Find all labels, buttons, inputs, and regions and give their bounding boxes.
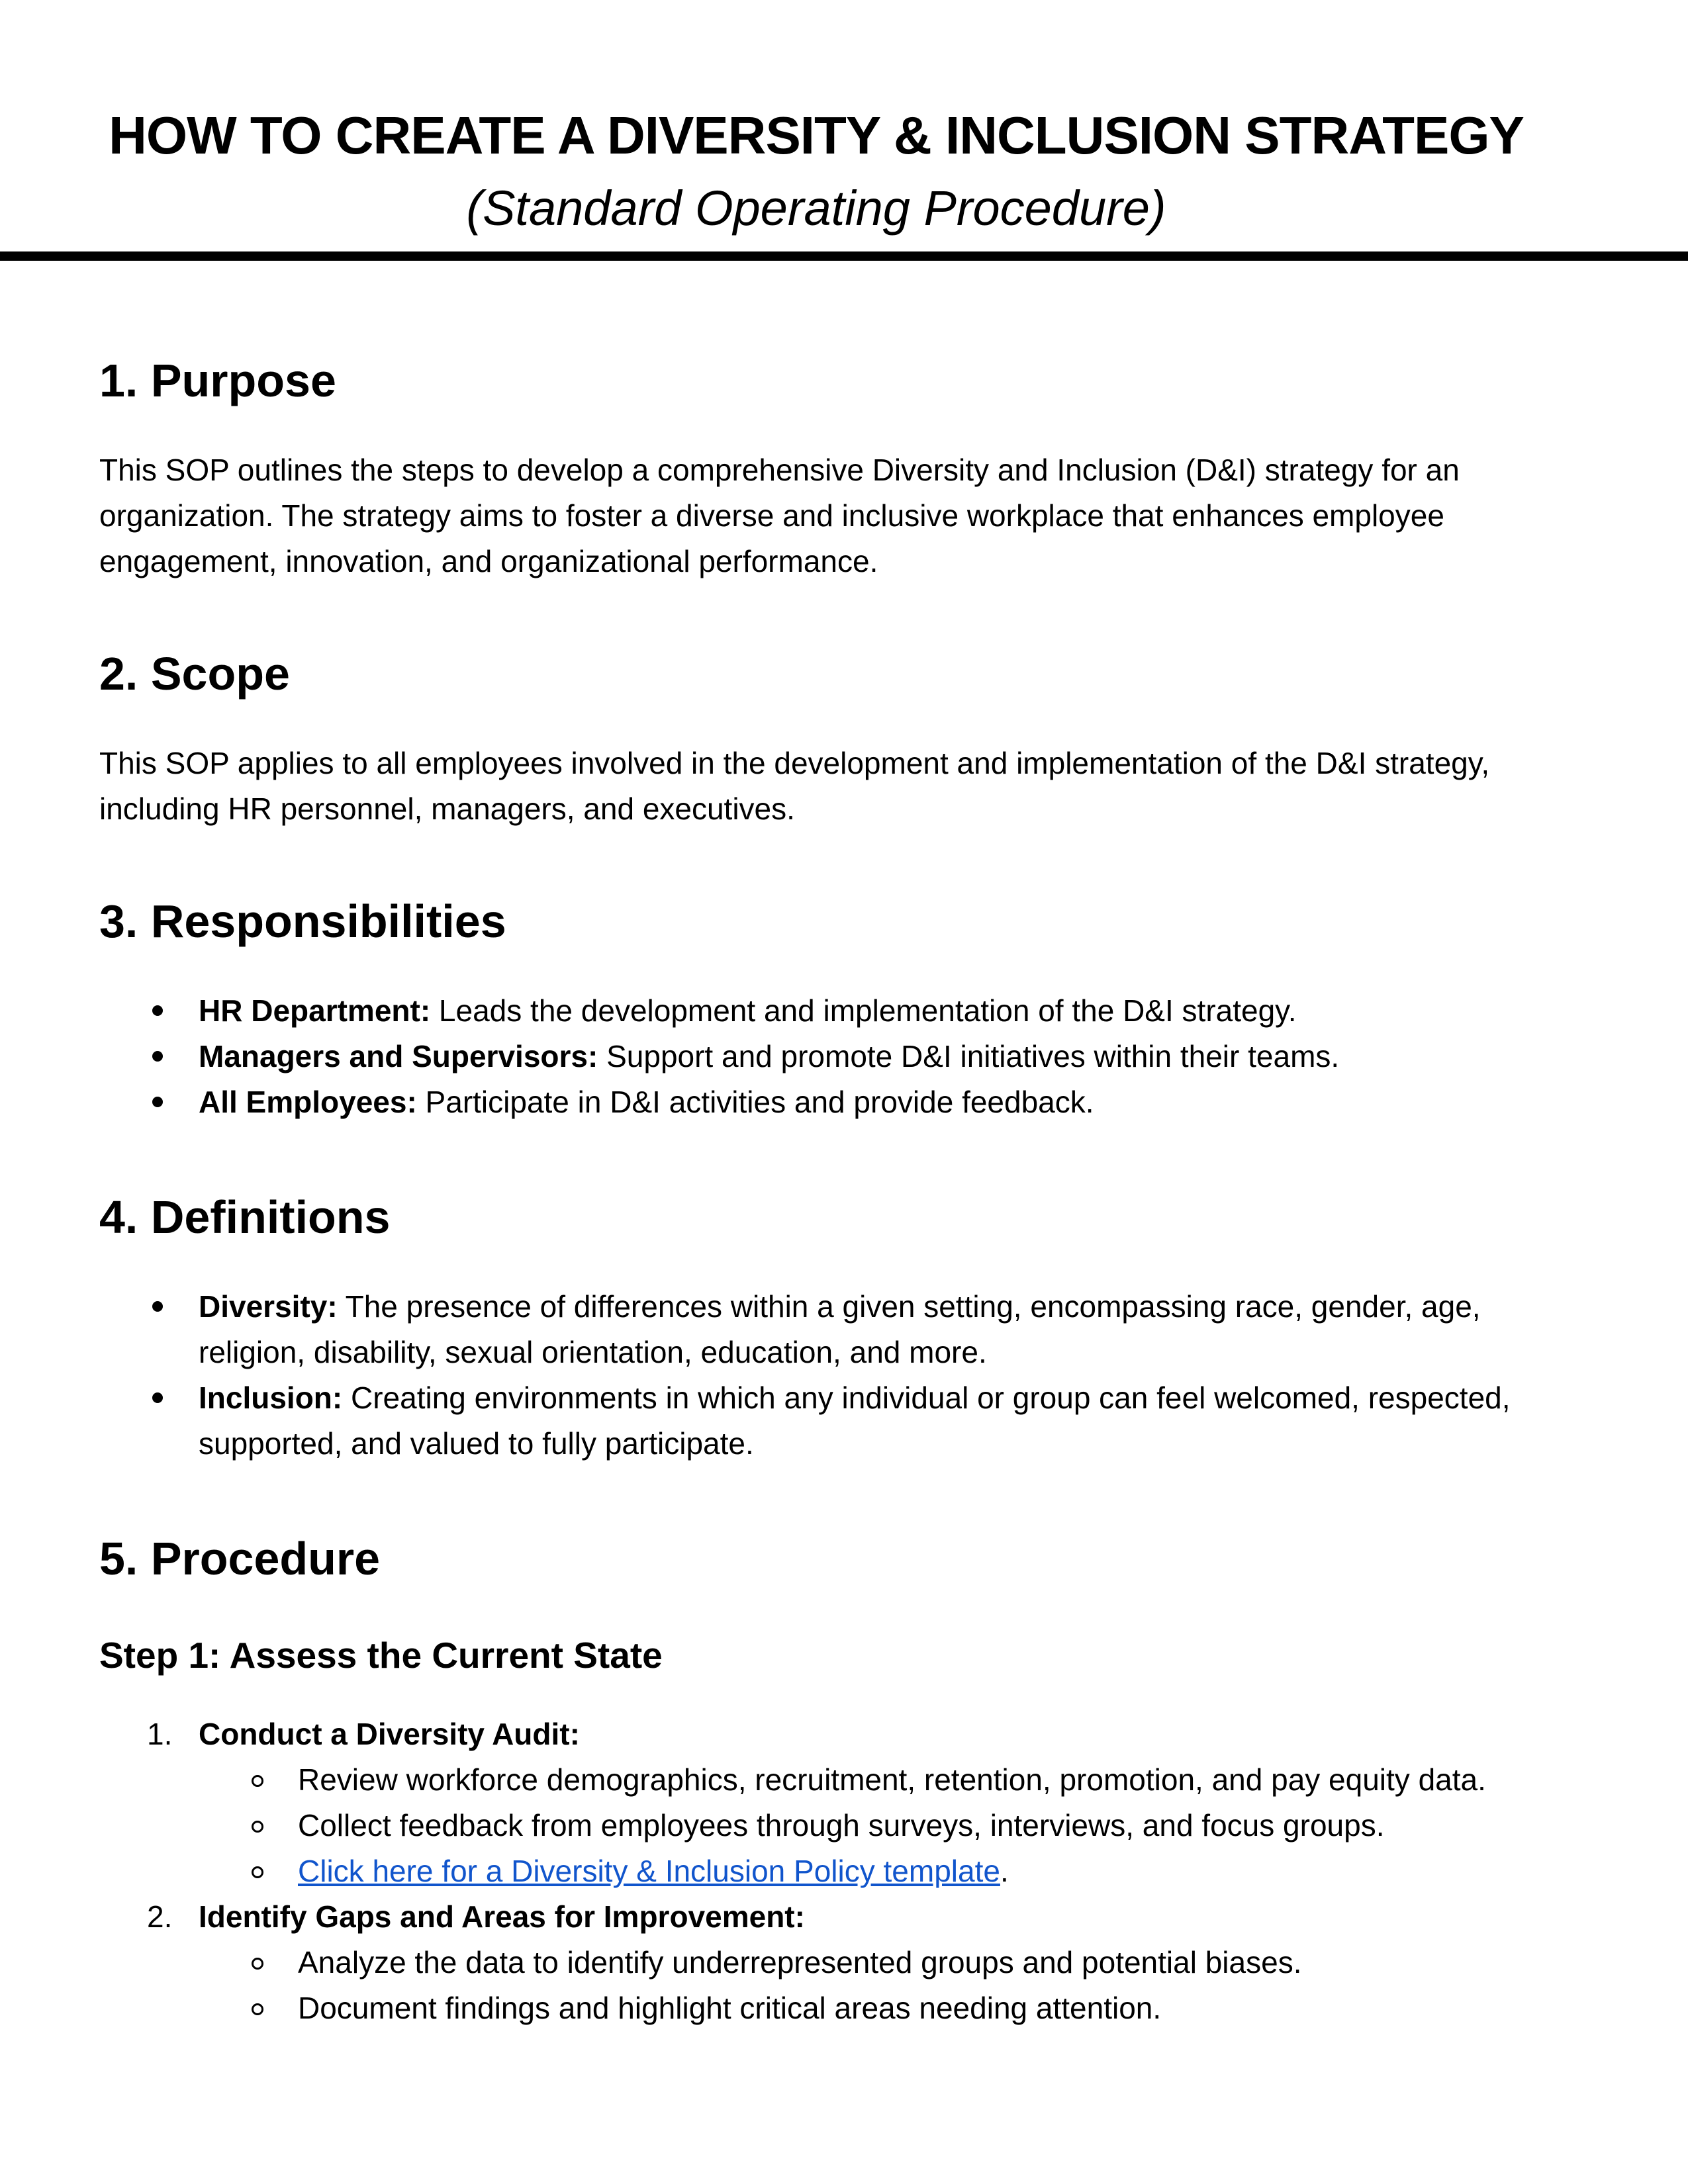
step-title: Identify Gaps and Areas for Improvement: [199,1899,805,1934]
document-body [99,344,1582,2031]
purpose-text: This SOP outlines the steps to develop a comprehensive Diversity and Inclusion (D&I) strategy for an organization. The strategy aims to foster a diverse and inclusive workplace that enhances employee engagement, innovation, and organizational performance. [99,453,1460,578]
hollow-bullet-icon [252,1821,263,1833]
section-heading-scope: 2. Scope [99,648,290,700]
bullet-icon [152,1005,163,1016]
hollow-bullet-icon [252,1866,263,1878]
section-heading-definitions: 4. Definitions [99,1191,391,1243]
step-item [99,1711,1582,1894]
step-heading: Step 1: Assess the Current State [99,1635,663,1676]
list-item-text: The presence of differences within a given setting, encompassing race, gender, age, religion, disability, sexual orientation, education, and more. [199,1289,1481,1369]
sub-list-text: Collect feedback from employees through surveys, interviews, and focus groups. [298,1808,1385,1843]
list-item [99,1284,1582,1375]
list-item [99,1375,1582,1467]
definitions-list [99,1284,1582,1467]
step-list [99,1711,1582,2031]
list-item-term: All Employees: [199,1085,417,1119]
list-item-text: Creating environments in which any individual or group can feel welcomed, respected, supported, and valued to fully participate. [199,1381,1511,1461]
sub-list-item [199,1848,1582,1894]
list-item-term: Managers and Supervisors: [199,1039,598,1073]
list-item [99,1034,1582,1079]
hollow-bullet-icon [252,1775,263,1787]
header-divider [0,251,1688,261]
section-responsibilities [99,885,1582,1125]
step-item [99,1894,1582,2031]
template-link[interactable]: Click here for a Diversity & Inclusion Policy template [298,1854,1000,1888]
sub-list [199,1757,1582,1894]
step-title: Conduct a Diversity Audit: [199,1717,580,1751]
list-item-term: HR Department: [199,993,431,1028]
sub-list-text: Review workforce demographics, recruitment, retention, promotion, and pay equity data. [298,1762,1486,1797]
list-item-text: Support and promote D&I initiatives within their teams. [598,1039,1340,1073]
section-heading-responsibilities: 3. Responsibilities [99,895,506,947]
link-suffix: . [1000,1854,1009,1888]
section-purpose [99,344,1582,584]
bullet-icon [152,1051,163,1062]
responsibilities-list [99,988,1582,1125]
bullet-icon [152,1097,163,1107]
list-item-text: Leads the development and implementation of the D&I strategy. [430,993,1297,1028]
hollow-bullet-icon [252,1958,263,1970]
step-number: 2. [147,1899,173,1934]
list-item-term: Inclusion: [199,1381,343,1415]
section-procedure [99,1522,1582,2031]
step-number: 1. [147,1717,173,1751]
list-item-text: Participate in D&I activities and provide feedback. [416,1085,1094,1119]
sub-list-item [199,1757,1582,1803]
hollow-bullet-icon [252,2003,263,2015]
list-item [99,988,1582,1034]
bullet-icon [152,1392,163,1403]
sub-list-item [199,1940,1582,1985]
section-heading-procedure: 5. Procedure [99,1533,381,1584]
section-heading-purpose: 1. Purpose [99,355,336,406]
scope-text: This SOP applies to all employees involved in the development and implementation of the D&I strategy, including HR personnel, managers, and executives. [99,746,1490,826]
sub-list-item [199,1803,1582,1848]
list-item [99,1079,1582,1125]
sub-list-text: Analyze the data to identify underrepresented groups and potential biases. [298,1945,1302,1979]
sub-list [199,1940,1582,2031]
document-title: HOW TO CREATE A DIVERSITY & INCLUSION STRATEGY [109,106,1524,165]
section-definitions [99,1181,1582,1467]
sub-list-item [199,1985,1582,2031]
section-scope [99,637,1582,832]
list-item-term: Diversity: [199,1289,338,1324]
sub-list-text: Document findings and highlight critical areas needing attention. [298,1991,1162,2025]
document-subtitle: (Standard Operating Procedure) [466,181,1166,236]
bullet-icon [152,1301,163,1312]
